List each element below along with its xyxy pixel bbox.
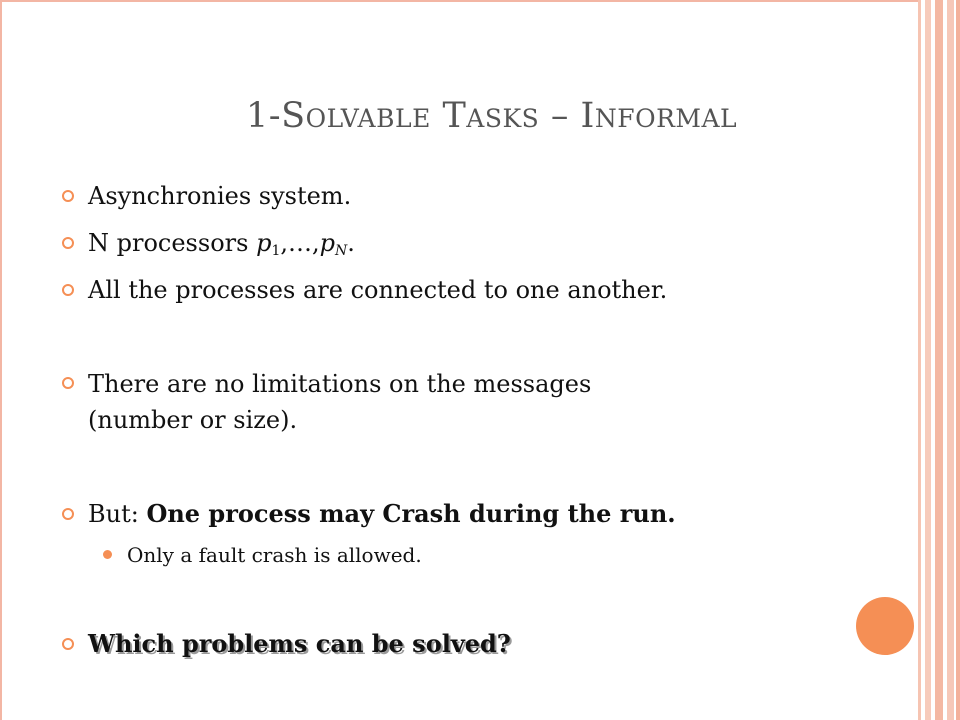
edge-stripe [956, 0, 960, 720]
processor-variable: p [319, 229, 335, 257]
processor-subscript: 1 [271, 243, 281, 259]
bullet-text [88, 497, 676, 531]
bullet-processors [62, 226, 355, 268]
edge-stripe [947, 0, 954, 720]
bullet-connected [62, 273, 667, 307]
decorative-orange-circle [856, 597, 914, 655]
ring-bullet-icon [62, 497, 88, 531]
bullet-line-1: There are no limitations on the messages [88, 370, 592, 398]
processor-variable: p [256, 229, 272, 257]
bullet-asynchronies [62, 179, 351, 213]
ring-bullet-icon [62, 366, 88, 400]
edge-stripe [918, 0, 921, 720]
bullet-question [62, 627, 511, 661]
edge-stripe [935, 0, 943, 720]
ring-bullet-icon [62, 179, 88, 213]
processors-prefix: N processors [88, 229, 257, 257]
bullet-no-limitations [62, 366, 591, 438]
processor-subscript: N [335, 243, 348, 259]
sub-bullet-fault-crash [103, 541, 422, 569]
bullet-crash [62, 497, 676, 531]
ring-bullet-icon [62, 627, 88, 661]
slide-title: 1-Solvable Tasks – Informal [246, 96, 738, 136]
but-prefix: But: [88, 500, 147, 528]
bullet-text [88, 226, 355, 268]
bullet-text: All the processes are connected to one another. [88, 276, 668, 304]
dot-bullet-icon [103, 541, 127, 569]
bullet-text [88, 366, 591, 438]
ring-bullet-icon [62, 273, 88, 307]
bullet-line-2: (number or size). [88, 406, 298, 434]
edge-stripe [925, 0, 931, 720]
ring-bullet-icon [62, 226, 88, 260]
question-text: Which problems can be solved? [88, 629, 511, 658]
bullet-text: Asynchronies system. [88, 182, 352, 210]
ellipsis: ,…, [280, 229, 320, 257]
crash-emphasis: One process may Crash during the run. [146, 499, 676, 528]
period: . [347, 229, 355, 257]
sub-bullet-text: Only a fault crash is allowed. [127, 543, 422, 567]
